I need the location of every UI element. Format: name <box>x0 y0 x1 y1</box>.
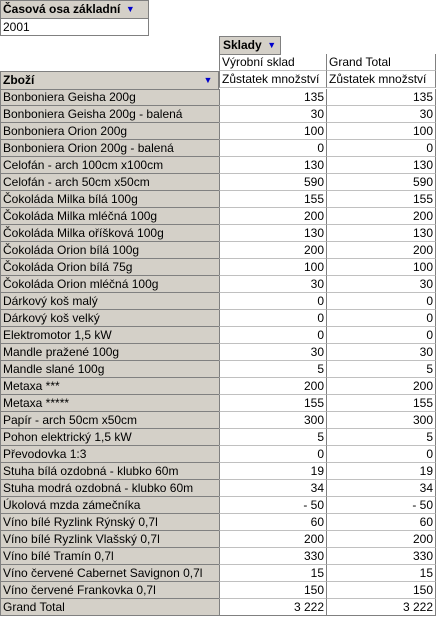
row-label-cell[interactable]: Čokoláda Orion bílá 100g <box>0 242 219 259</box>
value-cell[interactable]: 200 <box>327 242 436 259</box>
value-cell[interactable]: 34 <box>327 480 436 497</box>
value-cell[interactable]: 135 <box>219 89 327 106</box>
row-label-cell[interactable]: Celofán - arch 100cm x100cm <box>0 157 219 174</box>
row-label-cell[interactable]: Metaxa *** <box>0 378 219 395</box>
column-header-cell[interactable]: Výrobní sklad <box>219 54 327 71</box>
value-cell[interactable]: 60 <box>219 514 327 531</box>
value-cell[interactable]: 200 <box>327 531 436 548</box>
value-cell[interactable]: 200 <box>219 531 327 548</box>
value-cell[interactable]: 0 <box>219 140 327 157</box>
column-field-button[interactable] <box>219 36 281 55</box>
row-label-cell[interactable]: Víno červené Cabernet Savignon 0,7l <box>0 565 219 582</box>
value-cell[interactable]: 155 <box>219 395 327 412</box>
value-cell[interactable]: 100 <box>219 259 327 276</box>
row-label-cell[interactable]: Úkolová mzda zámečníka <box>0 497 219 514</box>
value-cell[interactable]: 30 <box>219 106 327 123</box>
row-label-cell[interactable]: Stuha bílá ozdobná - klubko 60m <box>0 463 219 480</box>
value-cell[interactable]: 30 <box>327 106 436 123</box>
data-header-cell: Zůstatek množství <box>327 71 436 88</box>
dropdown-arrow-icon[interactable]: ▼ <box>125 4 135 15</box>
row-label-cell[interactable]: Celofán - arch 50cm x50cm <box>0 174 219 191</box>
value-cell[interactable]: 5 <box>327 429 436 446</box>
value-cell[interactable]: 19 <box>219 463 327 480</box>
value-cell[interactable]: 0 <box>327 446 436 463</box>
page-field-value-text: 2001 <box>3 20 30 34</box>
page-field-value[interactable] <box>0 19 149 36</box>
value-cell[interactable]: 19 <box>327 463 436 480</box>
row-label-cell[interactable]: Bonboniera Geisha 200g <box>0 89 219 106</box>
row-label-cell[interactable]: Čokoláda Orion bílá 75g <box>0 259 219 276</box>
value-cell[interactable]: - 50 <box>327 497 436 514</box>
value-cell[interactable]: 300 <box>219 412 327 429</box>
value-cell[interactable]: 100 <box>219 123 327 140</box>
value-cell[interactable]: 155 <box>327 191 436 208</box>
value-cell[interactable]: 30 <box>327 276 436 293</box>
value-cell[interactable]: 200 <box>219 208 327 225</box>
row-label-cell[interactable]: Mandle slané 100g <box>0 361 219 378</box>
value-cell[interactable]: 0 <box>327 293 436 310</box>
row-label-cell[interactable]: Čokoláda Milka oříšková 100g <box>0 225 219 242</box>
row-label-cell[interactable]: Čokoláda Milka bílá 100g <box>0 191 219 208</box>
row-label-cell[interactable]: Bonboniera Geisha 200g - balená <box>0 106 219 123</box>
row-label-cell[interactable]: Víno bílé Tramín 0,7l <box>0 548 219 565</box>
grand-total-value: 3 222 <box>219 599 327 616</box>
value-cell[interactable]: 130 <box>327 225 436 242</box>
value-cell[interactable]: 30 <box>219 344 327 361</box>
row-label-cell[interactable]: Papír - arch 50cm x50cm <box>0 412 219 429</box>
value-cell[interactable]: 330 <box>327 548 436 565</box>
row-label-cell[interactable]: Víno bílé Ryzlink Vlašský 0,7l <box>0 531 219 548</box>
row-label-cell[interactable]: Pohon elektrický 1,5 kW <box>0 429 219 446</box>
value-cell[interactable]: 5 <box>219 361 327 378</box>
grand-total-value: 3 222 <box>327 599 436 616</box>
row-label-cell[interactable]: Víno červené Frankovka 0,7l <box>0 582 219 599</box>
dropdown-arrow-icon[interactable]: ▼ <box>203 75 213 85</box>
grand-total-label: Grand Total <box>0 599 219 616</box>
value-cell[interactable]: 200 <box>327 378 436 395</box>
row-label-cell[interactable]: Víno bílé Ryzlink Rýnský 0,7l <box>0 514 219 531</box>
value-cell[interactable]: - 50 <box>219 497 327 514</box>
value-cell[interactable]: 300 <box>327 412 436 429</box>
value-cell[interactable]: 5 <box>219 429 327 446</box>
column-field-label: Sklady <box>223 38 262 52</box>
value-cell[interactable]: 330 <box>219 548 327 565</box>
value-cell[interactable]: 15 <box>327 565 436 582</box>
row-label-cell[interactable]: Bonboniera Orion 200g - balená <box>0 140 219 157</box>
value-cell[interactable]: 130 <box>219 225 327 242</box>
value-cell[interactable]: 155 <box>327 395 436 412</box>
row-field-label: Zboží <box>3 73 35 87</box>
value-cell[interactable]: 100 <box>327 123 436 140</box>
value-cell[interactable]: 0 <box>219 293 327 310</box>
row-label-cell[interactable]: Čokoláda Milka mléčná 100g <box>0 208 219 225</box>
value-cell[interactable]: 0 <box>219 310 327 327</box>
value-cell[interactable]: 0 <box>327 327 436 344</box>
row-label-cell[interactable]: Mandle pražené 100g <box>0 344 219 361</box>
value-cell[interactable]: 135 <box>327 89 436 106</box>
value-cell[interactable]: 590 <box>219 174 327 191</box>
value-cell[interactable]: 150 <box>327 582 436 599</box>
row-label-cell[interactable]: Metaxa ***** <box>0 395 219 412</box>
value-cell[interactable]: 5 <box>327 361 436 378</box>
value-cell[interactable]: 130 <box>327 157 436 174</box>
page-field-button[interactable] <box>0 0 149 19</box>
value-cell[interactable]: 200 <box>219 242 327 259</box>
value-cell[interactable]: 200 <box>327 208 436 225</box>
row-label-cell[interactable]: Převodovka 1:3 <box>0 446 219 463</box>
row-label-cell[interactable]: Stuha modrá ozdobná - klubko 60m <box>0 480 219 497</box>
value-cell[interactable]: 150 <box>219 582 327 599</box>
value-cell[interactable]: 200 <box>219 378 327 395</box>
row-label-cell[interactable]: Dárkový koš velký <box>0 310 219 327</box>
row-label-cell[interactable]: Bonboniera Orion 200g <box>0 123 219 140</box>
value-cell[interactable]: 30 <box>327 344 436 361</box>
row-label-cell[interactable]: Dárkový koš malý <box>0 293 219 310</box>
value-cell[interactable]: 0 <box>219 446 327 463</box>
dropdown-arrow-icon[interactable]: ▼ <box>267 40 277 51</box>
row-label-cell[interactable]: Elektromotor 1,5 kW <box>0 327 219 344</box>
value-cell[interactable]: 15 <box>219 565 327 582</box>
data-header-cell: Zůstatek množství <box>219 71 327 88</box>
value-cell[interactable]: 30 <box>219 276 327 293</box>
page-field-label: Časová osa základní <box>3 2 121 16</box>
column-header-cell[interactable]: Grand Total <box>327 54 436 71</box>
value-cell[interactable]: 130 <box>219 157 327 174</box>
value-cell[interactable]: 0 <box>327 140 436 157</box>
value-cell[interactable]: 0 <box>219 327 327 344</box>
value-cell[interactable]: 590 <box>327 174 436 191</box>
row-label-cell[interactable]: Čokoláda Orion mléčná 100g <box>0 276 219 293</box>
value-cell[interactable]: 60 <box>327 514 436 531</box>
value-cell[interactable]: 100 <box>327 259 436 276</box>
value-cell[interactable]: 34 <box>219 480 327 497</box>
value-cell[interactable]: 0 <box>327 310 436 327</box>
row-field-button[interactable] <box>0 71 219 90</box>
value-cell[interactable]: 155 <box>219 191 327 208</box>
